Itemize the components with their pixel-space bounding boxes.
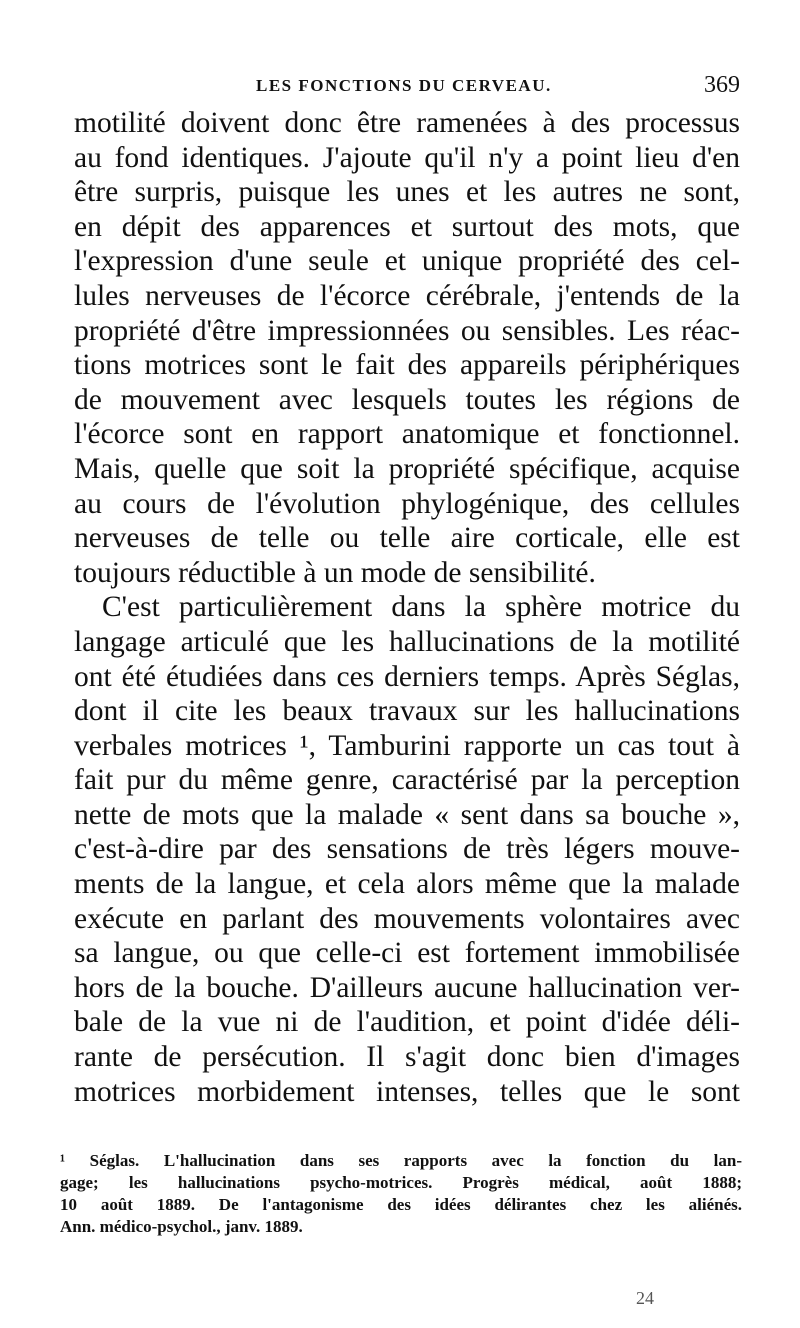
text-line: c'est-à-dire par des sensations de très légers mouve- — [74, 833, 740, 866]
body-text — [74, 106, 740, 1109]
text-line: lules nerveuses de l'écorce cérébrale, j'entends de la — [74, 279, 740, 312]
text-line: nette de mots que la malade « sent dans sa bouche », — [74, 798, 740, 831]
text-line: nerveuses de telle ou telle aire corticale, elle est — [74, 522, 740, 555]
text-line: l'expression d'une seule et unique propriété des cel- — [74, 245, 740, 278]
footnotes — [60, 1150, 742, 1238]
text-line: en dépit des apparences et surtout des mots, que — [74, 210, 740, 243]
text-line: dont il cite les beaux travaux sur les hallucinations — [74, 695, 740, 728]
text-line: l'écorce sont en rapport anatomique et fonctionnel. — [74, 418, 740, 451]
text-line: C'est particulièrement dans la sphère motrice du — [102, 591, 740, 624]
text-line: être surpris, puisque les unes et les autres ne sont, — [74, 176, 740, 209]
text-line: au cours de l'évolution phylogénique, des cellules — [74, 487, 740, 520]
text-line: propriété d'être impressionnées ou sensibles. Les réac- — [74, 314, 740, 347]
text-line: exécute en parlant des mouvements volontaires avec — [74, 902, 740, 935]
footnote-line: ¹ Séglas. L'hallucination dans ses rapports avec la fonction du lan- — [60, 1151, 742, 1170]
text-line: ont été étudiées dans ces derniers temps. Après Séglas, — [74, 660, 740, 693]
text-line: de mouvement avec lesquels toutes les régions de — [74, 383, 740, 416]
text-line: fait pur du même genre, caractérisé par la perception — [74, 764, 740, 797]
text-line: toujours réductible à un mode de sensibilité. — [74, 556, 596, 589]
page-number: 369 — [704, 72, 740, 98]
text-line: verbales motrices ¹, Tamburini rapporte un cas tout à — [74, 729, 740, 762]
footnote-line: Ann. médico-psychol., janv. 1889. — [60, 1217, 303, 1236]
text-line: hors de la bouche. D'ailleurs aucune hallucination ver- — [74, 971, 740, 1004]
text-line: au fond identiques. J'ajoute qu'il n'y a point lieu d'en — [74, 141, 740, 174]
signature-mark: 24 — [636, 1288, 654, 1308]
text-line: sa langue, ou que celle-ci est fortement immobilisée — [74, 937, 740, 970]
text-line: rante de persécution. Il s'agit donc bien d'images — [74, 1041, 740, 1074]
text-line: langage articulé que les hallucinations de la motilité — [74, 625, 740, 658]
text-line: ments de la langue, et cela alors même que la malade — [74, 868, 740, 901]
text-line: motrices morbidement intenses, telles que le sont — [74, 1075, 740, 1108]
text-line: tions motrices sont le fait des appareils périphériques — [74, 349, 740, 382]
running-title: LES FONCTIONS DU CERVEAU. — [256, 76, 552, 95]
page-header — [76, 72, 740, 106]
footnote-line: gage; les hallucinations psycho-motrices. Progrès médical, août 1888; — [60, 1173, 742, 1192]
text-line: motilité doivent donc être ramenées à des processus — [74, 107, 740, 139]
text-line: Mais, quelle que soit la propriété spécifique, acquise — [74, 452, 740, 485]
footnote-line: 10 août 1889. De l'antagonisme des idées délirantes chez les aliénés. — [60, 1195, 742, 1214]
text-line: bale de la vue ni de l'audition, et point d'idée déli- — [74, 1006, 740, 1039]
